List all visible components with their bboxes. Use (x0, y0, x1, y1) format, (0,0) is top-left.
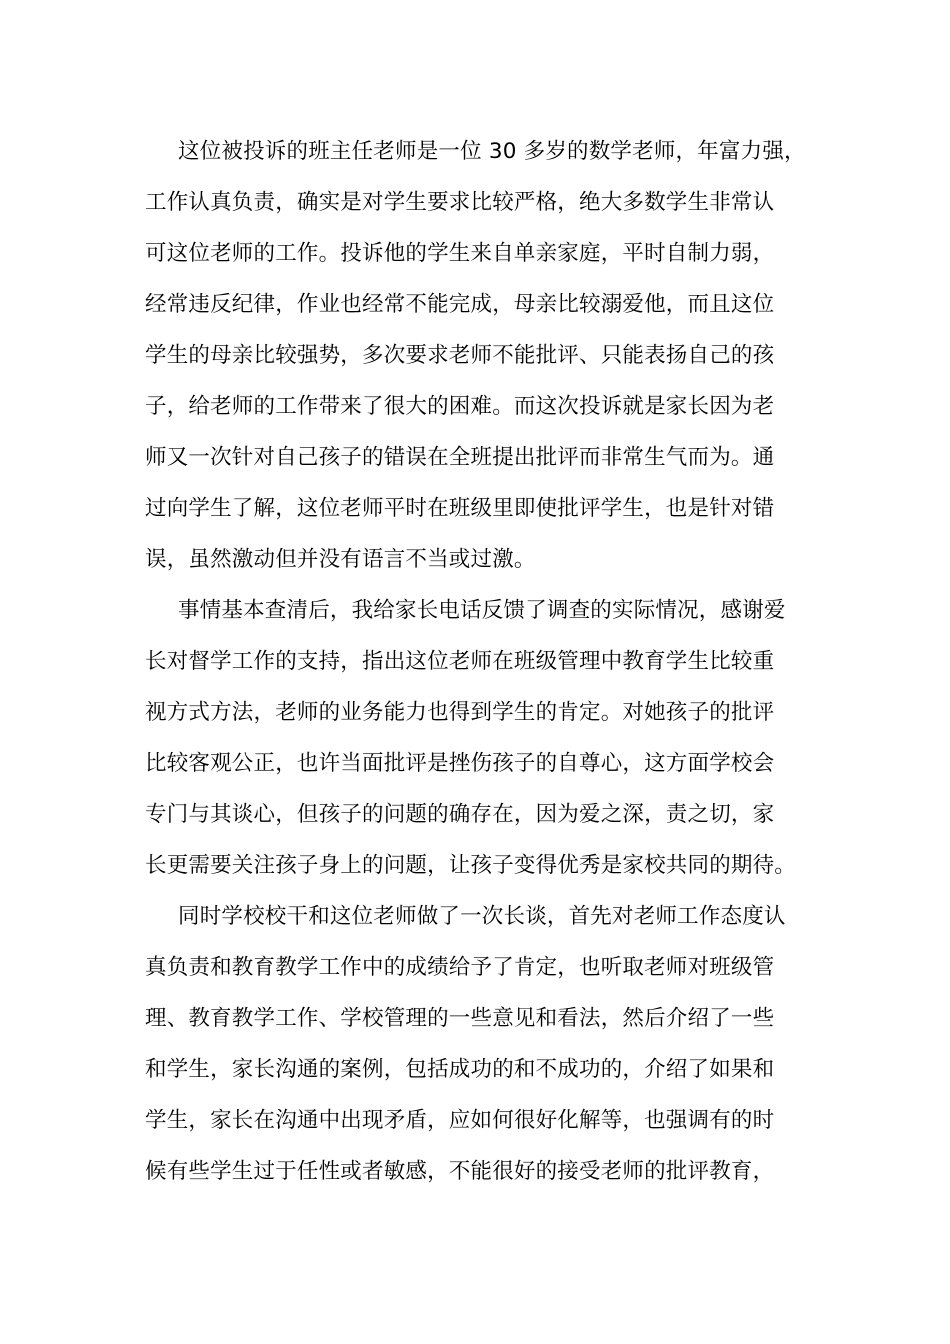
paragraph-line: 比较客观公正，也许当面批评是挫伤孩子的自尊心，这方面学校会 (145, 751, 775, 776)
paragraph-line: 师又一次针对自己孩子的错误在全班提出批评而非常生气而为。通 (145, 445, 775, 470)
paragraph-line: 长更需要关注孩子身上的问题，让孩子变得优秀是家校共同的期待。 (145, 853, 797, 878)
paragraph-line: 误，虽然激动但并没有语言不当或过激。 (145, 547, 536, 572)
paragraph-line: 工作认真负责，确实是对学生要求比较严格，绝大多数学生非常认 (145, 190, 775, 215)
paragraph-line: 真负责和教育教学工作中的成绩给予了肯定，也听取老师对班级管 (145, 955, 775, 980)
paragraph-line: 学生的母亲比较强势，多次要求老师不能批评、只能表扬自己的孩 (145, 343, 775, 368)
paragraph-3 (145, 891, 805, 1197)
paragraph-2 (145, 585, 805, 891)
paragraph-line: 可这位老师的工作。投诉他的学生来自单亲家庭，平时自制力弱， (145, 241, 775, 266)
paragraph-1 (145, 126, 805, 585)
document-body (145, 126, 805, 1197)
paragraph-line: 子，给老师的工作带来了很大的困难。而这次投诉就是家长因为老 (145, 394, 775, 419)
paragraph-line: 理、教育教学工作、学校管理的一些意见和看法，然后介绍了一些 (145, 1006, 775, 1031)
paragraph-line: 和学生，家长沟通的案例，包括成功的和不成功的，介绍了如果和 (145, 1057, 775, 1082)
paragraph-line: 事情基本查清后，我给家长电话反馈了调查的实际情况，感谢爱 (178, 598, 786, 623)
paragraph-line: 候有些学生过于任性或者敏感，不能很好的接受老师的批评教育， (145, 1159, 775, 1184)
paragraph-line: 长对督学工作的支持，指出这位老师在班级管理中教育学生比较重 (145, 649, 775, 674)
paragraph-line: 经常违反纪律，作业也经常不能完成，母亲比较溺爱他，而且这位 (145, 292, 775, 317)
paragraph-line: 学生，家长在沟通中出现矛盾，应如何很好化解等，也强调有的时 (145, 1108, 775, 1133)
paragraph-line: 专门与其谈心，但孩子的问题的确存在，因为爱之深，责之切，家 (145, 802, 775, 827)
paragraph-line: 同时学校校干和这位老师做了一次长谈，首先对老师工作态度认 (178, 904, 786, 929)
paragraph-line: 这位被投诉的班主任老师是一位 30 多岁的数学老师，年富力强， (178, 139, 806, 164)
paragraph-line: 过向学生了解，这位老师平时在班级里即使批评学生，也是针对错 (145, 496, 775, 521)
paragraph-line: 视方式方法，老师的业务能力也得到学生的肯定。对她孩子的批评 (145, 700, 775, 725)
